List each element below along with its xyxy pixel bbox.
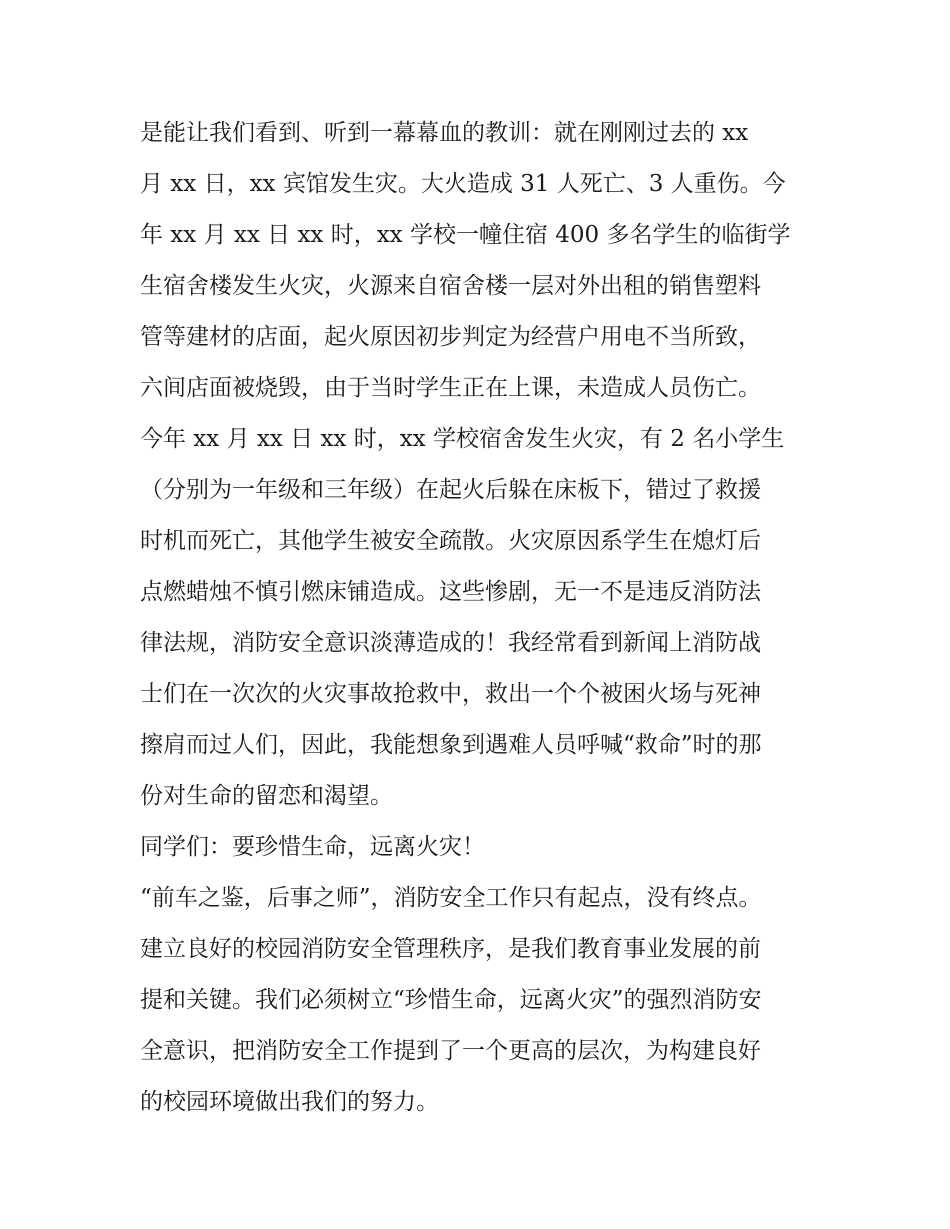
text-line: 月 xx 日，xx 宾馆发生灾。大火造成 31 人死亡、3 人重伤。今 xyxy=(140,171,786,197)
text-line: “前车之鉴，后事之师”，消防安全工作只有起点，没有终点。 xyxy=(140,885,762,911)
text-line: 律法规，消防安全意识淡薄造成的！我经常看到新闻上消防战 xyxy=(140,630,761,656)
body-text xyxy=(140,108,820,1128)
text-line: 年 xx 月 xx 日 xx 时，xx 学校一幢住宿 400 多名学生的临街学 xyxy=(140,222,791,248)
text-line: 建立良好的校园消防安全管理秩序，是我们教育事业发展的前 xyxy=(140,936,761,962)
text-line: 管等建材的店面，起火原因初步判定为经营户用电不当所致， xyxy=(140,324,761,350)
text-line: 全意识，把消防安全工作提到了一个更高的层次，为构建良好 xyxy=(140,1038,761,1064)
text-line: 时机而死亡，其他学生被安全疏散。火灾原因系学生在熄灯后 xyxy=(140,528,761,554)
text-line: 是能让我们看到、听到一幕幕血的教训：就在刚刚过去的 xx xyxy=(140,120,749,146)
text-line: 的校园环境做出我们的努力。 xyxy=(140,1089,439,1115)
text-line: 士们在一次次的火灾事故抢救中，救出一个个被困火场与死神 xyxy=(140,681,761,707)
text-line: 点燃蜡烛不慎引燃床铺造成。这些惨剧，无一不是违反消防法 xyxy=(140,579,761,605)
text-line: 生宿舍楼发生火灾，火源来自宿舍楼一层对外出租的销售塑料 xyxy=(140,273,761,299)
text-line: 同学们：要珍惜生命，远离火灾！ xyxy=(140,834,485,860)
text-line: 提和关键。我们必须树立“珍惜生命，远离火灾”的强烈消防安 xyxy=(140,987,762,1013)
text-line: 六间店面被烧毁，由于当时学生正在上课，未造成人员伤亡。 xyxy=(140,375,761,401)
text-line: （分别为一年级和三年级）在起火后躲在床板下，错过了救援 xyxy=(140,477,761,503)
text-line: 份对生命的留恋和渴望。 xyxy=(140,783,393,809)
text-line: 今年 xx 月 xx 日 xx 时，xx 学校宿舍发生火灾，有 2 名小学生 xyxy=(140,426,785,452)
text-line: 擦肩而过人们，因此，我能想象到遇难人员呼喊“救命”时的那 xyxy=(140,732,762,758)
